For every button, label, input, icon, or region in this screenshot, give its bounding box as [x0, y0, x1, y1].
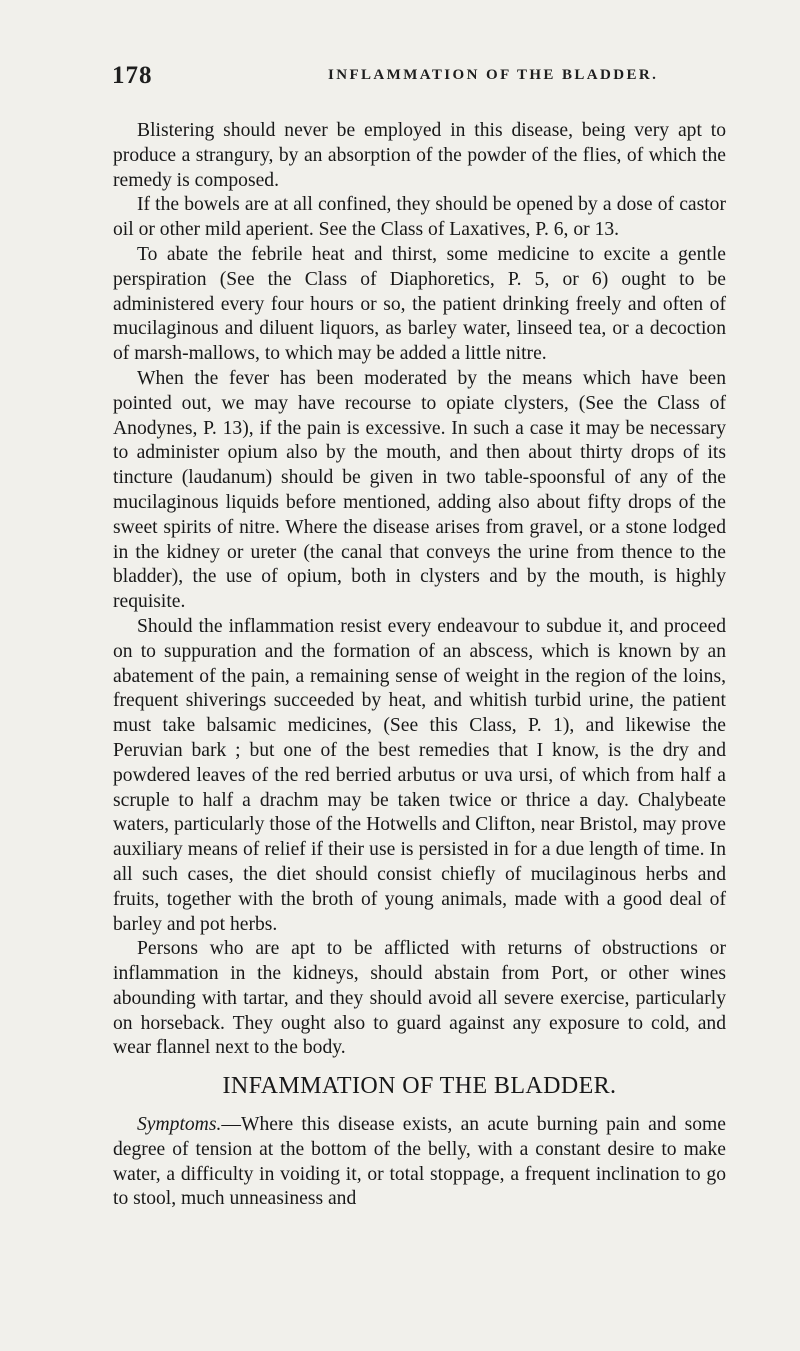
paragraph-symptoms	[113, 1113, 726, 1212]
page-body	[113, 119, 726, 1212]
section-heading: INFAMMATION OF THE BLADDER.	[222, 1073, 617, 1100]
paragraph-fever-moderated: When the fever has been moderated by the means which have been pointed out, we may have recourse to opiate clysters, (See the Class of Anodynes, P. 13), if the pain is excessive. In such a case it may be necessary to administer opium also by the mouth, and then about thirty drops of its tincture (laudanum) should be given in two table-spoonsful of any of the mucilaginous liquids before mentioned, adding also about fifty drops of the sweet spirits of nitre. Where the disease arises from gravel, or a stone lodged in the kidney or ureter (the canal that conveys the urine from thence to the bladder), the use of opium, both in clysters and by the mouth, is highly requisite.	[113, 367, 726, 613]
paragraph-prevention: Persons who are apt to be afflicted with returns of obstructions or inflammation in the kidneys, should abstain from Port, or other wines abounding with tartar, and they should avoid all severe exercise, particularly on horseback. They ought also to guard against any exposure to cold, and wear flannel next to the body.	[113, 938, 726, 1059]
paragraph-blistering: Blistering should never be employed in this disease, being very apt to produce a strangury, by an absorption of the powder of the flies, of which the remedy is composed.	[113, 120, 726, 191]
paragraph-suppuration: Should the inflammation resist every endeavour to subdue it, and proceed on to suppuration and the formation of an abscess, which is known by an abatement of the pain, a remaining sense of weight in the region of the loins, frequent shiverings succeeded by heat, and whitish turbid urine, the patient must take balsamic medicines, (See this Class, P. 1), and likewise the Peruvian bark ; but one of the best remedies that I know, is the dry and powdered leaves of the red berried arbutus or uva ursi, of which from half a scruple to half a drachm may be taken twice or thrice a day. Chalybeate waters, particularly those of the Hotwells and Clifton, near Bristol, may prove auxiliary means of relief if their use is persisted in for a due length of time. In all such cases, the diet should consist chiefly of mucilaginous herbs and fruits, together with the broth of young animals, made with a good deal of barley and pot herbs.	[113, 615, 726, 935]
symptoms-label: Symptoms.	[137, 1114, 222, 1136]
page-number: 178	[112, 62, 153, 89]
paragraph-febrile-heat: To abate the febrile heat and thirst, some medicine to excite a gentle perspiration (See the Class of Diaphoretics, P. 5, or 6) ought to be administered every four hours or so, the patient drinking freely and often of mucilaginous and diluent liquors, as barley water, linseed tea, or a decoction of marsh-mallows, to which may be added a little nitre.	[113, 243, 726, 365]
paragraph-bowels: If the bowels are at all confined, they should be opened by a dose of castor oil or other mild aperient. See the Class of Laxatives, P. 6, or 13.	[113, 194, 726, 241]
running-head: INFLAMMATION OF THE BLADDER.	[328, 67, 659, 83]
page-header	[112, 62, 712, 92]
symptoms-text: —Where this disease exists, an acute burning pain and some degree of tension at the bottom of the belly, with a constant desire to make water, a difficulty in voiding it, or total stoppage, a frequent inclination to go to stool, much unneasiness and	[113, 1114, 726, 1210]
